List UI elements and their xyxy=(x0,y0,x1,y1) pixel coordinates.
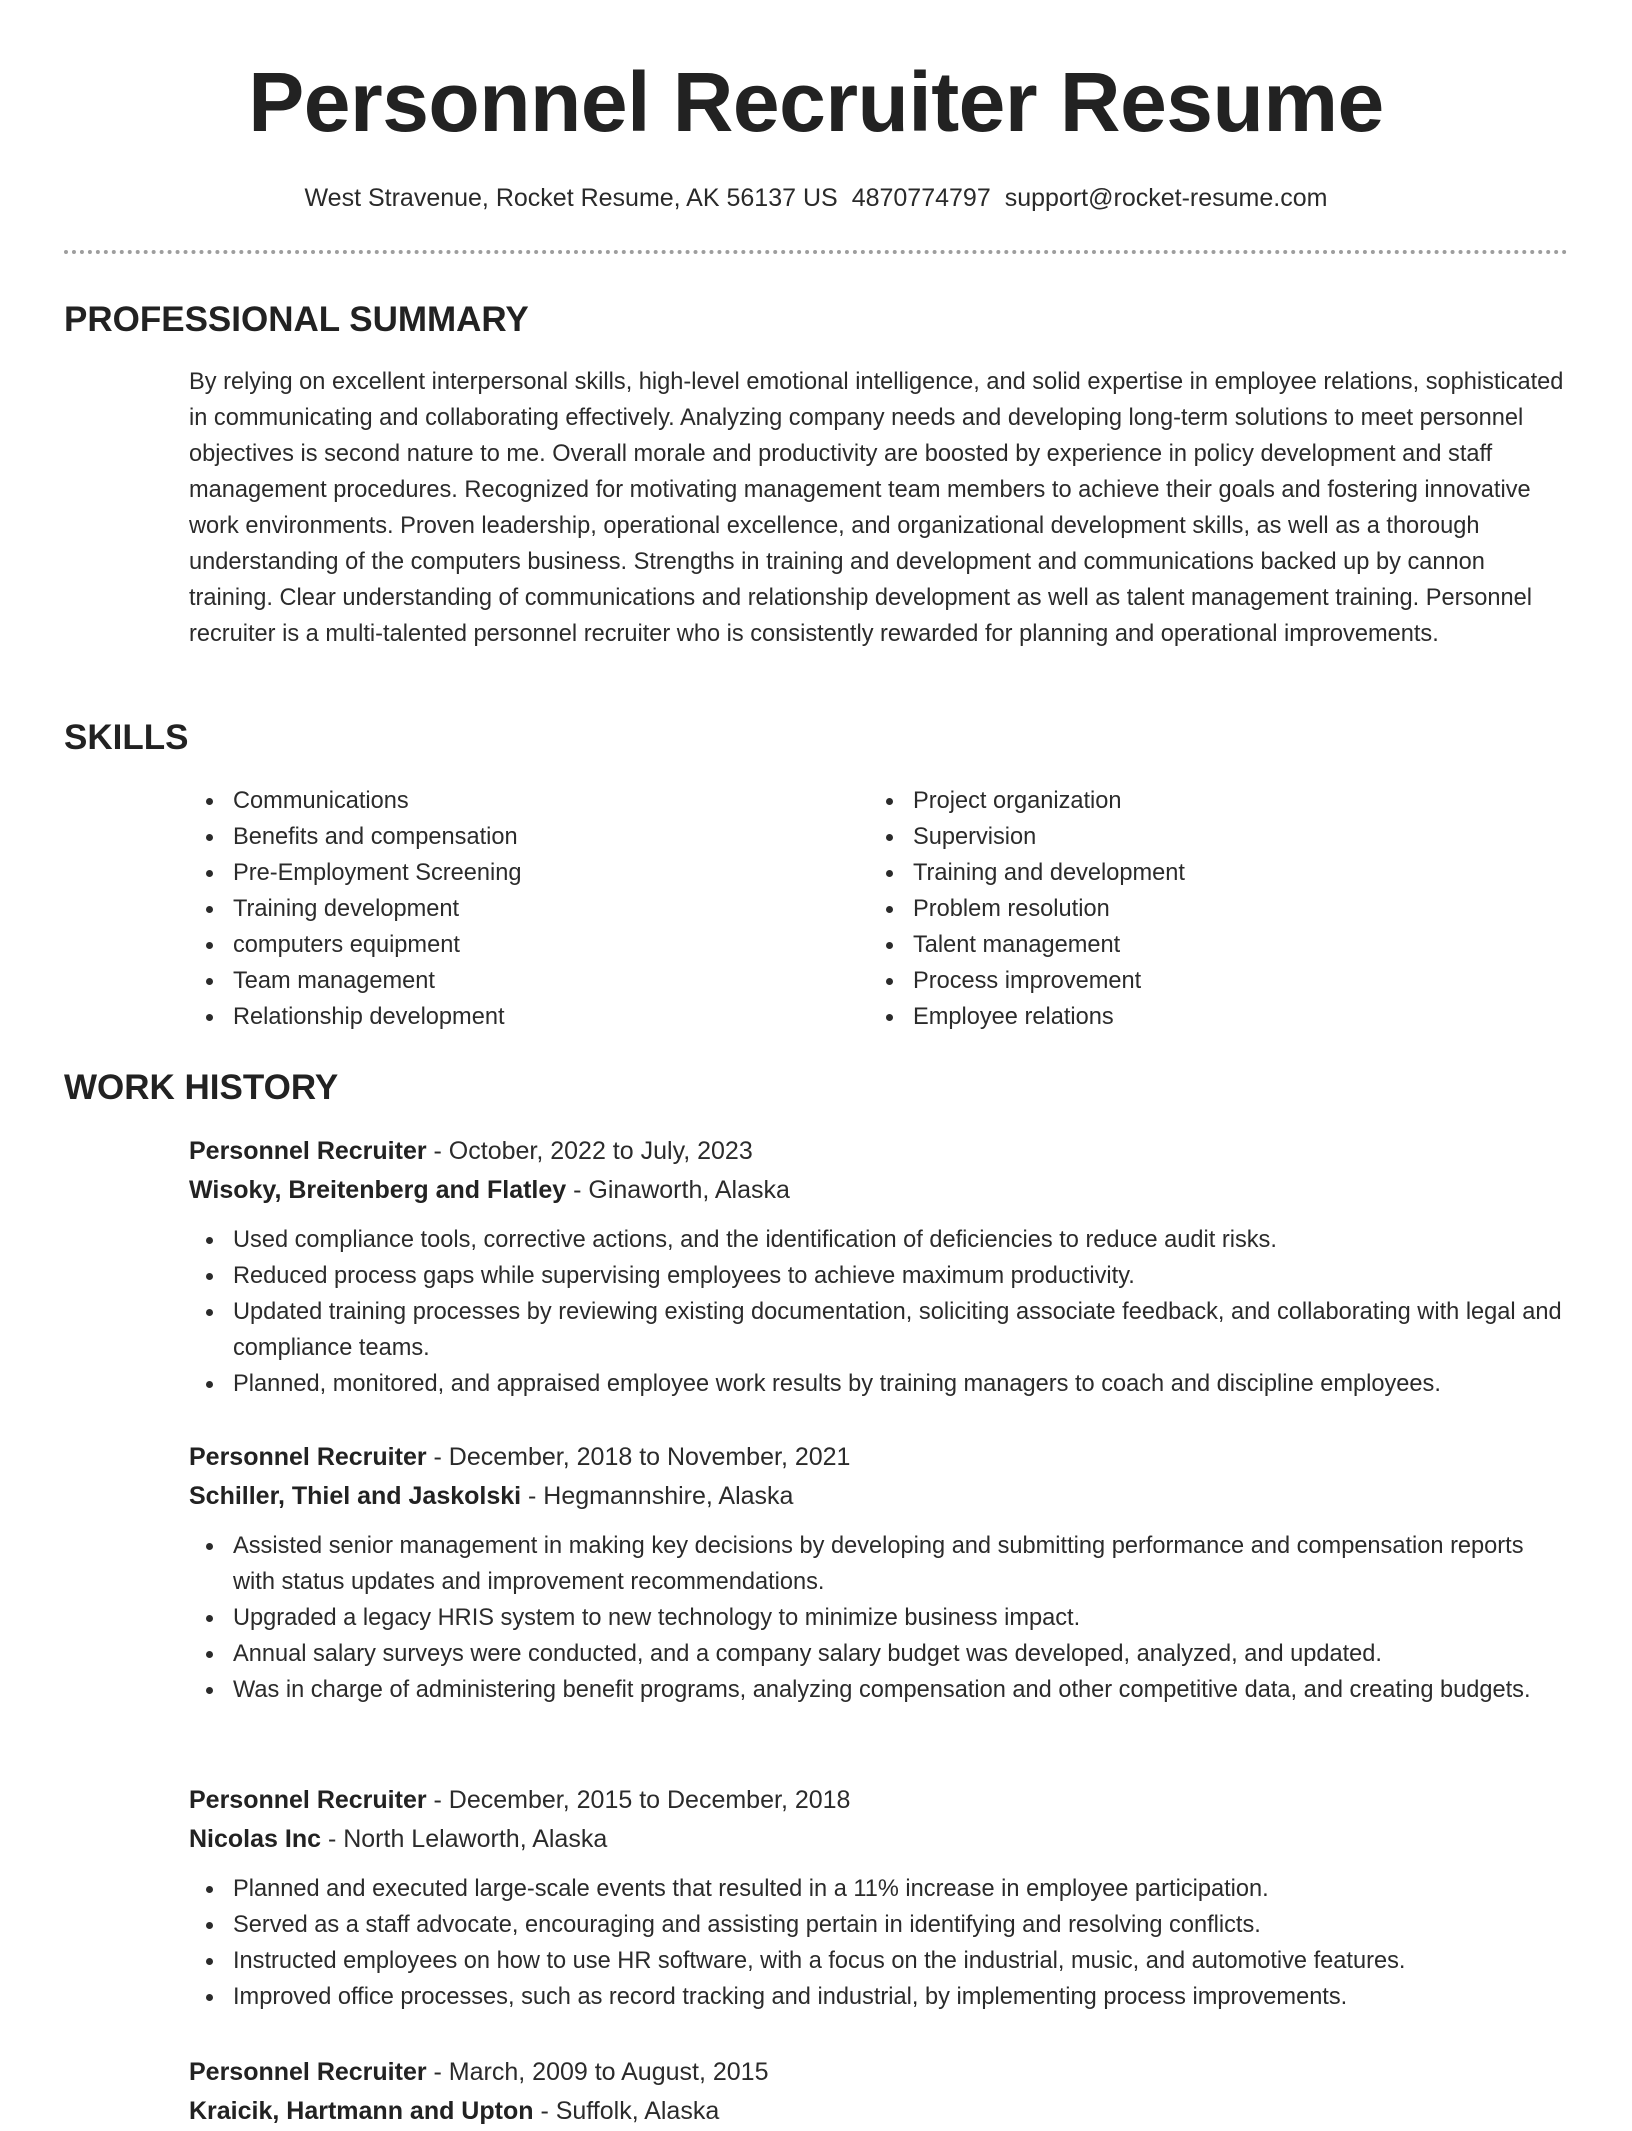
job-entry xyxy=(189,1132,1569,1402)
job-role-line xyxy=(189,1132,1569,1171)
job-company-line xyxy=(189,1171,1569,1210)
job-location: - Hegmannshire, Alaska xyxy=(521,1482,794,1510)
job-company: Wisoky, Breitenberg and Flatley xyxy=(189,1176,567,1204)
job-location: - North Lelaworth, Alaska xyxy=(321,1825,608,1853)
job-company-line xyxy=(189,1477,1569,1516)
list-item: Served as a staff advocate, encouraging and assisting pertain in identifying and resolving conflicts. xyxy=(189,1907,1569,1943)
list-item: Training and development xyxy=(869,855,1489,891)
work-history-heading: WORK HISTORY xyxy=(64,1068,339,1107)
job-dates: - March, 2009 to August, 2015 xyxy=(426,2058,769,2086)
summary-text: By relying on excellent interpersonal skills, high-level emotional intelligence, and solid expertise in employee relations, sophisticated in communicating and collaborating effectively. Analyzing company needs and developing long-term solutions to meet personnel objectives is second nature to me. Overall morale and productivity are boosted by experience in policy development and staff management procedures. Recognized for motivating management team members to achieve their goals and fostering innovative work environments. Proven leadership, operational excellence, and organizational development skills, as well as a thorough understanding of the computers business. Strengths in training and development and communications backed up by cannon training. Clear understanding of communications and relationship development as well as talent management training. Personnel recruiter is a multi-talented personnel recruiter who is consistently rewarded for planning and operational improvements. xyxy=(189,369,1564,647)
job-role-line xyxy=(189,2053,1569,2092)
list-item: Was in charge of administering benefit programs, analyzing compensation and other competitive data, and creating budgets. xyxy=(189,1672,1569,1708)
job-company: Nicolas Inc xyxy=(189,1825,321,1853)
list-item: Project organization xyxy=(869,783,1489,819)
job-role: Personnel Recruiter xyxy=(189,1443,427,1471)
resume-title: Personnel Recruiter Resume xyxy=(248,55,1384,149)
list-item: computers equipment xyxy=(189,927,809,963)
list-item: Talent management xyxy=(869,927,1489,963)
list-item: Training development xyxy=(189,891,809,927)
contact-address: West Stravenue, Rocket Resume, AK 56137 US xyxy=(304,184,838,212)
list-item: Used compliance tools, corrective actions, and the identification of deficiencies to reduce audit risks. xyxy=(189,1222,1569,1258)
list-item: Assisted senior management in making key decisions by developing and submitting performance and compensation reports with status updates and improvement recommendations. xyxy=(189,1528,1569,1600)
job-bullets xyxy=(189,1222,1569,1402)
job-role-line xyxy=(189,1781,1569,1820)
job-entry xyxy=(189,1438,1569,1708)
contact-line xyxy=(0,180,1632,216)
header-divider xyxy=(64,250,1568,254)
job-role-line xyxy=(189,1438,1569,1477)
list-item: Upgraded a legacy HRIS system to new technology to minimize business impact. xyxy=(189,1600,1569,1636)
job-dates: - October, 2022 to July, 2023 xyxy=(426,1137,753,1165)
contact-email[interactable]: support@rocket-resume.com xyxy=(1004,184,1328,212)
list-item: Planned, monitored, and appraised employee work results by training managers to coach and discipline employees. xyxy=(189,1366,1569,1402)
job-bullets xyxy=(189,1528,1569,1708)
list-item: Planned and executed large-scale events that resulted in a 11% increase in employee participation. xyxy=(189,1871,1569,1907)
list-item: Instructed employees on how to use HR software, with a focus on the industrial, music, and automotive features. xyxy=(189,1943,1569,1979)
list-item: Employee relations xyxy=(869,999,1489,1035)
list-item: Supervision xyxy=(869,819,1489,855)
list-item: Improved office processes, such as record tracking and industrial, by implementing process improvements. xyxy=(189,1979,1569,2015)
job-dates: - December, 2018 to November, 2021 xyxy=(426,1443,851,1471)
job-location: - Suffolk, Alaska xyxy=(533,2097,720,2125)
job-location: - Ginaworth, Alaska xyxy=(566,1176,790,1204)
job-dates: - December, 2015 to December, 2018 xyxy=(426,1786,851,1814)
job-company: Kraicik, Hartmann and Upton xyxy=(189,2097,534,2125)
skills-heading: SKILLS xyxy=(64,718,189,757)
list-item: Team management xyxy=(189,963,809,999)
skills-list-right xyxy=(869,783,1489,1035)
list-item: Pre-Employment Screening xyxy=(189,855,809,891)
job-bullets xyxy=(189,1871,1569,2015)
job-role: Personnel Recruiter xyxy=(189,1786,427,1814)
job-entry xyxy=(189,2053,1569,2131)
job-company: Schiller, Thiel and Jaskolski xyxy=(189,1482,522,1510)
job-role: Personnel Recruiter xyxy=(189,1137,427,1165)
job-entry xyxy=(189,1781,1569,2015)
list-item: Benefits and compensation xyxy=(189,819,809,855)
list-item: Annual salary surveys were conducted, and a company salary budget was developed, analyzed, and updated. xyxy=(189,1636,1569,1672)
list-item: Communications xyxy=(189,783,809,819)
list-item: Relationship development xyxy=(189,999,809,1035)
job-role: Personnel Recruiter xyxy=(189,2058,427,2086)
list-item: Reduced process gaps while supervising employees to achieve maximum productivity. xyxy=(189,1258,1569,1294)
list-item: Process improvement xyxy=(869,963,1489,999)
contact-phone: 4870774797 xyxy=(851,184,991,212)
list-item: Updated training processes by reviewing existing documentation, soliciting associate feedback, and collaborating with legal and compliance teams. xyxy=(189,1294,1569,1366)
skills-list-left xyxy=(189,783,809,1035)
list-item: Problem resolution xyxy=(869,891,1489,927)
summary-heading: PROFESSIONAL SUMMARY xyxy=(64,300,529,339)
job-company-line xyxy=(189,1820,1569,1859)
